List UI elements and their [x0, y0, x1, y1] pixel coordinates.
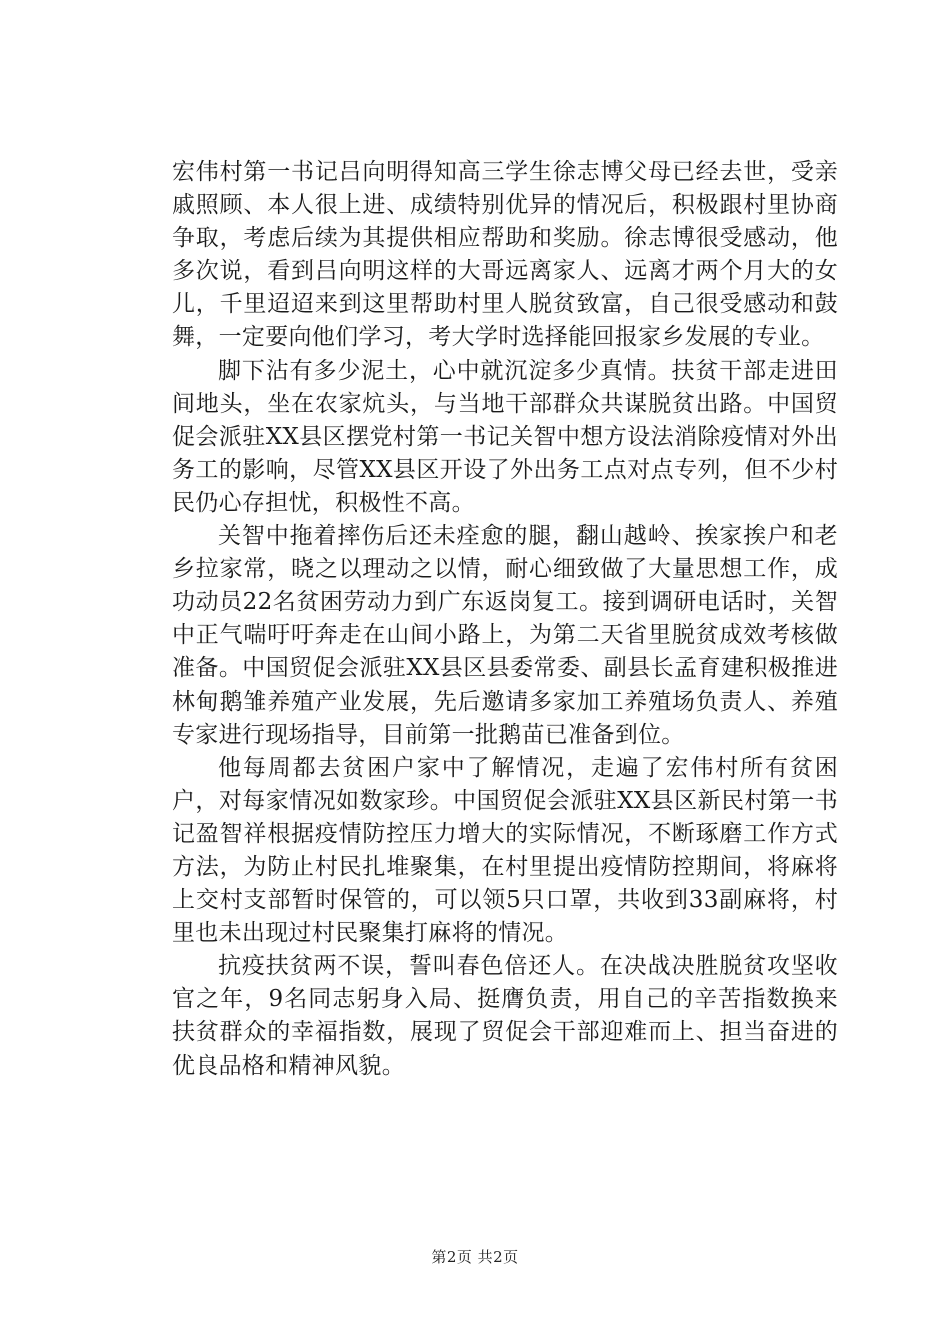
- paragraph: 抗疫扶贫两不误，誓叫春色倍还人。在决战决胜脱贫攻坚收官之年，9名同志躬身入局、挺膺负责，用自己的辛苦指数换来扶贫群众的幸福指数，展现了贸促会干部迎难而上、担当奋进的优良品格和精神风貌。: [172, 953, 838, 1079]
- paragraph: 他每周都去贫困户家中了解情况，走遍了宏伟村所有贫困户，对每家情况如数家珍。中国贸促会派驻XX县区新民村第一书记盈智祥根据疫情防控压力增大的实际情况，不断琢磨工作方式方法，为防止村民扎堆聚集，在村里提出疫情防控期间，将麻将上交村支部暂时保管的，可以领5只口罩，共收到33副麻将，村里也未出现过村民聚集打麻将的情况。: [172, 754, 838, 947]
- page-number-footer: 第2页 共2页: [431, 1248, 519, 1266]
- paragraph: 脚下沾有多少泥土，心中就沉淀多少真情。扶贫干部走进田间地头，坐在农家炕头，与当地干部群众共谋脱贫出路。中国贸促会派驻XX县区摆党村第一书记关智中想方设法消除疫情对外出务工的影响，尽管XX县区开设了外出务工点对点专列，但不少村民仍心存担忧，积极性不高。: [172, 357, 838, 516]
- document-body: [172, 156, 838, 1083]
- paragraph: 关智中拖着摔伤后还未痊愈的腿，翻山越岭、挨家挨户和老乡拉家常，晓之以理动之以情，耐心细致做了大量思想工作，成功动员22名贫困劳动力到广东返岗复工。接到调研电话时，关智中正气喘吁吁奔走在山间小路上，为第二天省里脱贫成效考核做准备。中国贸促会派驻XX县区县委常委、副县长孟育建积极推进林甸鹅雏养殖产业发展，先后邀请多家加工养殖场负责人、养殖专家进行现场指导，目前第一批鹅苗已准备到位。: [172, 523, 838, 748]
- paragraph-continuation: 宏伟村第一书记吕向明得知高三学生徐志博父母已经去世，受亲戚照顾、本人很上进、成绩特别优异的情况后，积极跟村里协商争取，考虑后续为其提供相应帮助和奖励。徐志博很受感动，他多次说，看到吕向明这样的大哥远离家人、远离才两个月大的女儿，千里迢迢来到这里帮助村里人脱贫致富，自己很受感动和鼓舞，一定要向他们学习，考大学时选择能回报家乡发展的专业。: [172, 159, 838, 351]
